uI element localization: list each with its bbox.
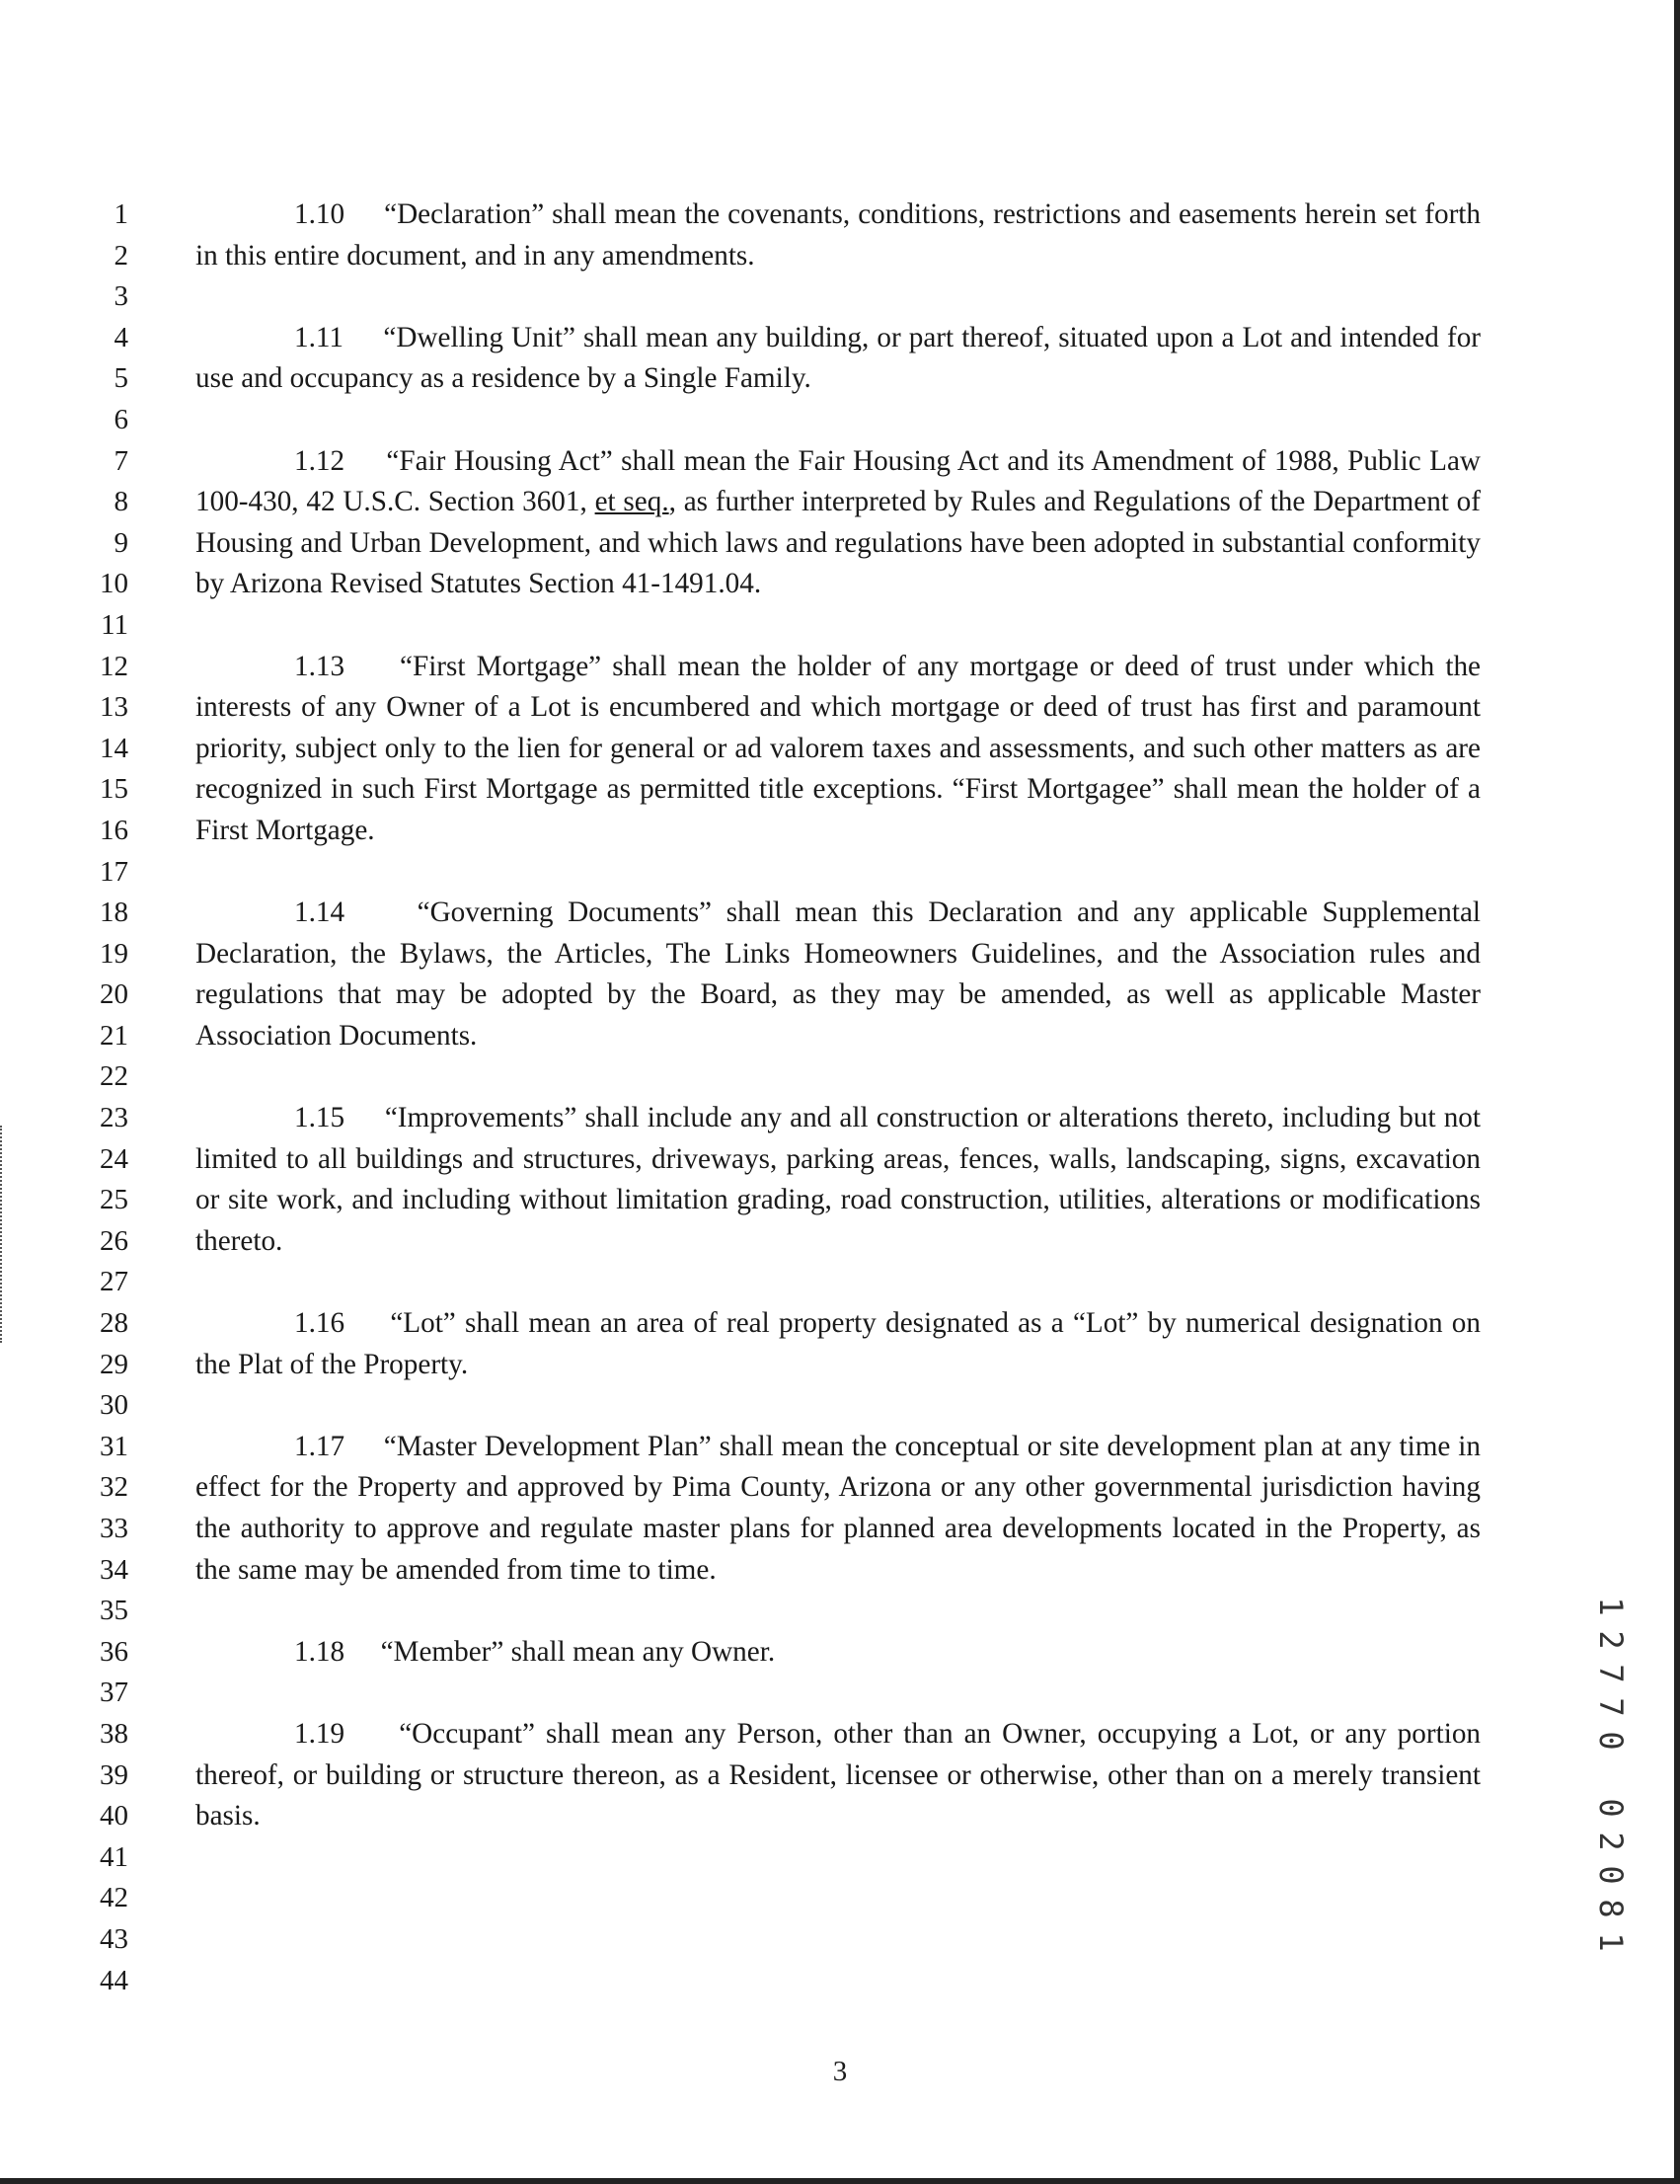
line-number: 34 [100,1553,128,1586]
section-text: “Fair Housing Act” shall mean the Fair Housing Act and its Amendment of 1988, Public Law 100-430, 42 U.S.C. Section 3601, [195,444,1481,518]
section-1-13 [195,647,1481,852]
section-1-14 [195,893,1481,1056]
section-1-11 [195,318,1481,400]
line-number: 26 [100,1224,128,1257]
section-number: 1.10 [294,198,345,230]
line-number: 5 [114,362,128,395]
line-number: 6 [114,403,128,435]
line-number: 8 [114,486,128,518]
line-number: 31 [100,1430,128,1462]
line-number: 10 [100,568,128,600]
scan-edge-marks [0,1126,6,1343]
line-number: 2 [114,239,128,272]
recording-stamp [1591,1590,1631,1959]
section-number: 1.16 [294,1307,345,1340]
line-number: 25 [100,1184,128,1216]
recording-stamp-char: 1 [1592,1932,1630,1952]
section-number: 1.18 [294,1635,345,1668]
et-seq-citation: et seq. [594,486,669,518]
section-number: 1.11 [294,321,344,353]
section-1-19 [195,1714,1481,1837]
scan-border-right [1674,0,1680,2184]
section-text: “First Mortgage” shall mean the holder of any mortgage or deed of trust under which the interests of any Owner of a Lot is encumbered and which mortgage or deed of trust has first and paramount priority, subject only to the lien for general or ad valorem taxes and assessments, and such other matters as are recognized in such First Mortgage as permitted title exceptions. “First Mortgagee” shall mean the holder of a First Mortgage. [195,650,1482,846]
section-text-continued: , as further interpreted by Rules and Regulations of the Department of Housing and Urban Development, and which laws and regulations have been adopted in substantial conformity by Arizona Revised Statutes Section 41-1491.04. [195,486,1481,600]
recording-stamp-char: 7 [1592,1697,1630,1717]
section-number: 1.13 [294,650,345,682]
section-text: “Declaration” shall mean the covenants, conditions, restrictions and easements herein set forth in this entire document, and in any amendments. [195,198,1482,272]
recording-stamp-char: 8 [1592,1899,1630,1918]
line-number: 9 [114,526,128,559]
line-number: 44 [100,1964,128,1996]
scan-border-bottom [0,2178,1680,2184]
line-number: 12 [100,650,128,682]
section-text: “Governing Documents” shall mean this Declaration and any applicable Supplemental Declaration, the Bylaws, the Articles, The Links Homeowners Guidelines, and the Association rules and regulations that may be adopted by the Board, as they may be amended, as well as applicable Master Association Documents. [195,897,1482,1052]
line-number: 15 [100,773,128,806]
section-text: “Improvements” shall include any and all construction or alterations thereto, including but not limited to all buildings and structures, driveways, parking areas, fences, walls, landscaping, signs, excavation or site work, and including without limitation grading, road construction, utilities, alterations or modifications thereto. [195,1102,1482,1257]
section-number: 1.14 [294,897,345,929]
line-number: 23 [100,1102,128,1134]
section-text: “Dwelling Unit” shall mean any building, or part thereof, situated upon a Lot and intended for use and occupancy as a residence by a Single Family. [195,321,1482,395]
line-number: 24 [100,1142,128,1175]
recording-stamp-char: 7 [1592,1664,1630,1683]
line-number: 39 [100,1758,128,1791]
line-number: 20 [100,978,128,1011]
line-number: 13 [100,691,128,724]
line-number: 27 [100,1266,128,1298]
recording-stamp-char: 2 [1592,1630,1630,1650]
recording-stamp-char: 0 [1592,1731,1630,1751]
line-number: 16 [100,814,128,846]
recording-stamp-char: 2 [1592,1832,1630,1851]
recording-stamp-char: 0 [1592,1865,1630,1885]
section-text: “Occupant” shall mean any Person, other than an Owner, occupying a Lot, or any portion thereof, or building or structure thereon, as a Resident, licensee or otherwise, other than on a merely transient basis. [195,1717,1482,1833]
recording-stamp-char: 1 [1592,1597,1630,1616]
section-number: 1.15 [294,1102,345,1134]
line-number: 41 [100,1840,128,1873]
line-number: 1 [114,198,128,230]
section-number: 1.19 [294,1717,345,1750]
section-1-16 [195,1303,1481,1385]
line-number: 18 [100,897,128,929]
section-1-10 [195,195,1481,276]
line-number: 3 [114,280,128,313]
line-number: 29 [100,1348,128,1380]
section-1-15 [195,1098,1481,1262]
line-number: 35 [100,1595,128,1627]
line-number: 33 [100,1513,128,1544]
section-text: “Lot” shall mean an area of real property designated as a “Lot” by numerical designation on the Plat of the Property. [195,1307,1481,1380]
line-number: 22 [100,1060,128,1093]
line-number: 30 [100,1389,128,1422]
line-number: 43 [100,1922,128,1955]
line-number: 36 [100,1635,128,1668]
line-number: 17 [100,855,128,888]
line-number: 32 [100,1471,128,1504]
line-number: 7 [114,444,128,477]
section-number: 1.12 [294,444,345,477]
line-number: 38 [100,1717,128,1750]
line-number: 14 [100,732,128,764]
section-text: “Member” shall mean any Owner. [380,1635,776,1668]
line-number: 19 [100,937,128,970]
line-number: 42 [100,1882,128,1914]
recording-stamp-char: 0 [1592,1798,1630,1818]
section-1-12 [195,441,1481,605]
section-1-18 [195,1632,1481,1674]
line-number-column [59,195,128,2001]
section-number: 1.17 [294,1430,345,1462]
line-number: 40 [100,1800,128,1833]
line-number: 37 [100,1677,128,1709]
page-number: 3 [832,2056,848,2087]
line-number: 11 [101,608,128,641]
section-text: “Master Development Plan” shall mean the conceptual or site development plan at any time in effect for the Property and approved by Pima County, Arizona or any other governmental jurisdiction having the authority to approve and regulate master plans for planned area developments located in the Property, as the same may be amended from time to time. [195,1430,1481,1586]
document-body [195,195,1481,1878]
section-1-17 [195,1427,1481,1591]
line-number: 21 [100,1019,128,1052]
line-number: 4 [114,321,128,353]
line-number: 28 [100,1307,128,1340]
